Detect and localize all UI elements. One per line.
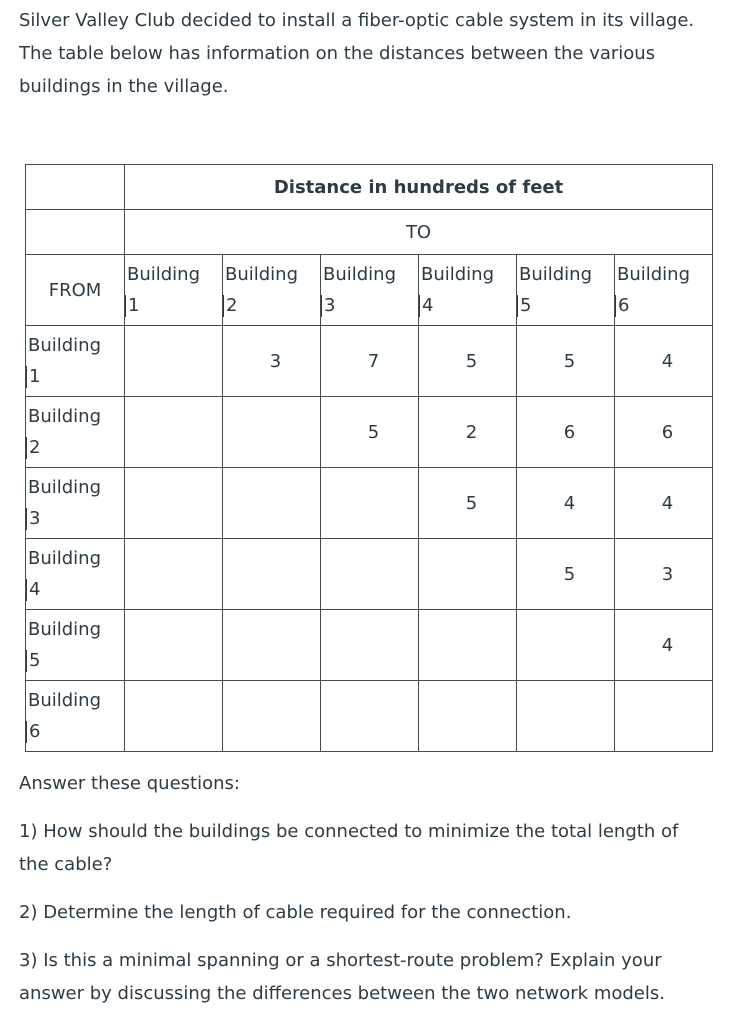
distance-cell	[125, 681, 223, 752]
distance-cell	[419, 681, 517, 752]
row-header	[26, 610, 125, 681]
row-header-word: Building	[28, 406, 102, 427]
row-header	[26, 326, 125, 397]
column-header-number: 1	[125, 295, 139, 317]
distance-cell: 4	[517, 468, 615, 539]
column-header-number: 3	[321, 295, 335, 317]
column-header	[615, 255, 713, 326]
distance-cell	[321, 468, 419, 539]
row-header-word: Building	[28, 619, 102, 640]
corner-cell	[26, 165, 125, 210]
column-header	[321, 255, 419, 326]
table-header: Distance in hundreds of feet	[125, 165, 713, 210]
row-header	[26, 681, 125, 752]
question-2: 2) Determine the length of cable required for the connection.	[19, 902, 572, 923]
distance-cell	[517, 610, 615, 681]
distance-cell: 4	[615, 610, 713, 681]
column-header	[223, 255, 321, 326]
column-header-number: 2	[223, 295, 237, 317]
distance-table	[25, 164, 713, 752]
questions-heading: Answer these questions:	[19, 773, 240, 794]
distance-cell	[223, 681, 321, 752]
from-label: FROM	[26, 255, 125, 326]
column-header-word: Building	[519, 264, 593, 285]
distance-cell: 4	[615, 326, 713, 397]
distance-cell: 6	[517, 397, 615, 468]
questions-section	[19, 767, 709, 1025]
question-1: 1) How should the buildings be connected to minimize the total length of the cable?	[19, 821, 679, 875]
distance-cell: 2	[419, 397, 517, 468]
distance-cell	[125, 539, 223, 610]
question-3: 3) Is this a minimal spanning or a shortest-route problem? Explain your answer by discussing the differences between the two network models.	[19, 950, 665, 1004]
row-header	[26, 468, 125, 539]
blank-cell	[26, 210, 125, 255]
table-row	[26, 610, 713, 681]
distance-cell	[223, 397, 321, 468]
distance-cell	[223, 539, 321, 610]
distance-cell	[321, 539, 419, 610]
row-header-word: Building	[28, 690, 102, 711]
row-header	[26, 539, 125, 610]
column-header-word: Building	[421, 264, 495, 285]
column-header-word: Building	[617, 264, 691, 285]
distance-cell	[321, 681, 419, 752]
distance-cell: 4	[615, 468, 713, 539]
row-header-number: 5	[26, 650, 40, 672]
row-header-number: 6	[26, 721, 40, 743]
column-header-number: 5	[517, 295, 531, 317]
distance-cell	[223, 610, 321, 681]
table-row	[26, 468, 713, 539]
distance-cell	[125, 326, 223, 397]
table-row	[26, 326, 713, 397]
column-header-number: 6	[615, 295, 629, 317]
row-header-number: 3	[26, 508, 40, 530]
distance-cell: 7	[321, 326, 419, 397]
column-header-word: Building	[127, 264, 201, 285]
distance-cell	[321, 610, 419, 681]
distance-cell: 3	[223, 326, 321, 397]
intro-paragraph: Silver Valley Club decided to install a fiber-optic cable system in its village. The table below has information on the distances between the various buildings in the village.	[19, 10, 695, 97]
distance-cell: 5	[419, 326, 517, 397]
distance-cell: 6	[615, 397, 713, 468]
distance-cell	[419, 610, 517, 681]
distance-cell	[125, 397, 223, 468]
distance-cell	[615, 681, 713, 752]
distance-cell: 5	[517, 326, 615, 397]
column-header	[125, 255, 223, 326]
column-header	[517, 255, 615, 326]
distance-cell	[125, 610, 223, 681]
distance-cell: 5	[419, 468, 517, 539]
distance-cell	[125, 468, 223, 539]
column-header	[419, 255, 517, 326]
distance-cell	[517, 681, 615, 752]
row-header-number: 4	[26, 579, 40, 601]
distance-cell: 5	[517, 539, 615, 610]
distance-cell: 3	[615, 539, 713, 610]
distance-cell	[223, 468, 321, 539]
row-header	[26, 397, 125, 468]
row-header-number: 2	[26, 437, 40, 459]
table-row	[26, 539, 713, 610]
distance-cell: 5	[321, 397, 419, 468]
column-header-word: Building	[323, 264, 397, 285]
row-header-word: Building	[28, 335, 102, 356]
row-header-number: 1	[26, 366, 40, 388]
row-header-word: Building	[28, 548, 102, 569]
table-row	[26, 397, 713, 468]
column-header-number: 4	[419, 295, 433, 317]
table-row	[26, 681, 713, 752]
distance-cell	[419, 539, 517, 610]
row-header-word: Building	[28, 477, 102, 498]
to-label: TO	[125, 210, 713, 255]
column-header-word: Building	[225, 264, 299, 285]
